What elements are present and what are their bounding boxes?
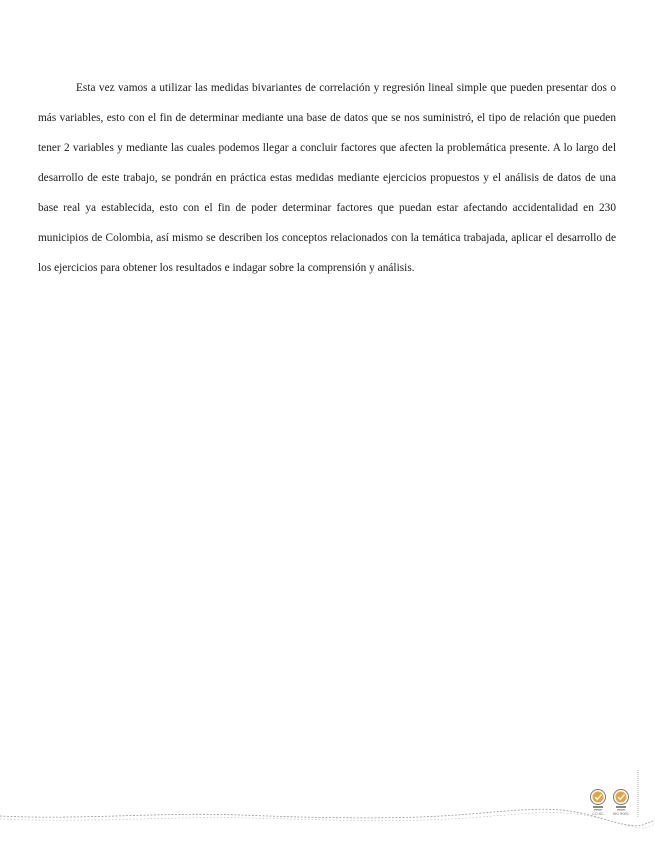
seal-1-caption: CO-SC <box>592 812 604 816</box>
certification-seal-icon <box>589 788 607 814</box>
body-paragraph: Esta vez vamos a utilizar las medidas bivariantes de correlación y regresión lineal simple que pueden presentar dos o más variables, esto con el fin de determinar mediante una base de datos que se nos suministró, el tipo de relación que pueden tener 2 variables y mediante las cuales podemos llegar a concluir factores que afecten la problemática presente. A lo largo del desarrollo de este trabajo, se pondrán en práctica estas medidas mediante ejercicios propuestos y el análisis de datos de una base real ya establecida, esto con el fin de poder determinar factores que puedan estar afectando accidentalidad en 230 municipios de Colombia, así mismo se describen los conceptos relacionados con la temática trabajada, aplicar el desarrollo de los ejercicios para obtener los resultados e indagar sobre la comprensión y análisis. <box>38 82 616 274</box>
seal-2-caption: ISO 9001 <box>612 812 630 816</box>
vertical-fine-print-decoration <box>635 770 641 818</box>
iso-certification-seal-icon <box>612 788 630 814</box>
footer-wave-decoration <box>0 790 655 830</box>
